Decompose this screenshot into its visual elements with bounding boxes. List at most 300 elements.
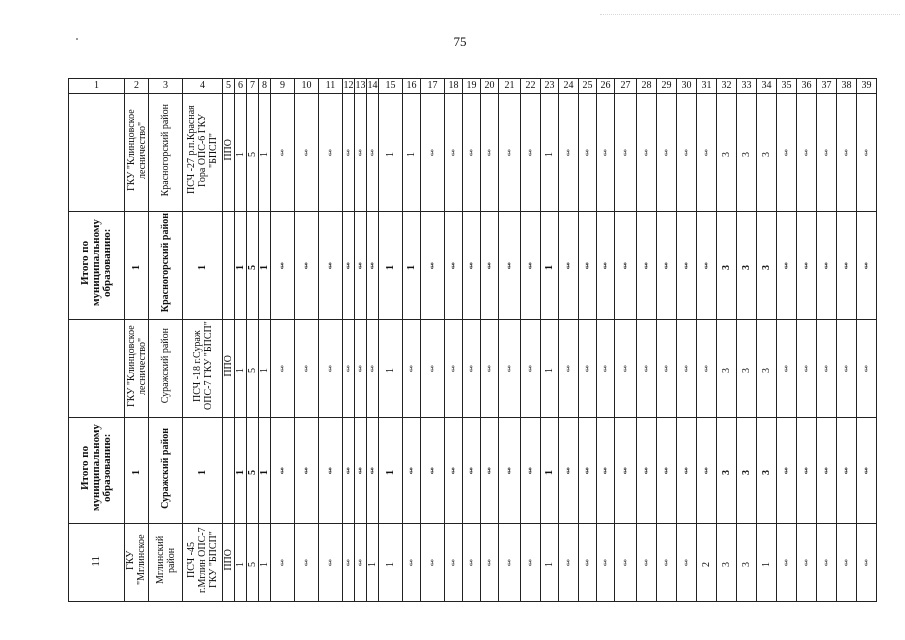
cell-text: «-» — [485, 560, 493, 567]
cell-text: 1 — [235, 367, 246, 373]
table-cell — [637, 320, 657, 418]
table-cell — [223, 524, 235, 602]
table-cell — [247, 524, 259, 602]
table-row — [69, 524, 877, 602]
table-cell — [481, 94, 499, 212]
cell-text: «-» — [356, 468, 364, 475]
table-cell — [521, 320, 541, 418]
cell-text: «-» — [467, 560, 475, 567]
table-cell — [355, 418, 367, 524]
column-number-30: 30 — [677, 79, 697, 94]
table-cell — [271, 418, 295, 524]
cell-text: 1 — [197, 469, 208, 475]
cell-text: 5 — [247, 367, 258, 373]
table-cell — [637, 94, 657, 212]
table-cell — [857, 418, 877, 524]
table-cell — [597, 418, 615, 524]
column-number-13: 13 — [355, 79, 367, 94]
cell-text: «-» — [326, 560, 334, 567]
table-cell — [223, 212, 235, 320]
cell-text: 1 — [259, 151, 270, 157]
table-cell — [797, 320, 817, 418]
cell-text: 1 — [235, 264, 246, 270]
column-number-1: 1 — [69, 79, 125, 94]
table-cell — [367, 94, 379, 212]
cell-text: 1 — [385, 561, 396, 567]
table-cell — [445, 94, 463, 212]
table-cell — [615, 320, 637, 418]
cell-text: «-» — [428, 560, 436, 567]
table-cell — [379, 418, 403, 524]
table-cell — [355, 212, 367, 320]
cell-text: 3 — [761, 151, 772, 157]
table-cell — [837, 524, 857, 602]
cell-text: «-» — [467, 468, 475, 475]
cell-text: «-» — [583, 150, 591, 157]
table-cell — [615, 418, 637, 524]
cell-text: «-» — [278, 560, 286, 567]
table-cell — [521, 212, 541, 320]
column-number-row — [69, 79, 877, 94]
table-cell — [421, 94, 445, 212]
column-number-15: 15 — [379, 79, 403, 94]
table-cell — [235, 524, 247, 602]
cell-text: «-» — [326, 150, 334, 157]
column-number-21: 21 — [499, 79, 521, 94]
cell-text: 1 — [259, 469, 270, 475]
cell-text: ГКУ "Клинцовское лесничество" — [125, 325, 148, 407]
cell-text: «-» — [662, 263, 670, 270]
cell-text: «-» — [802, 468, 810, 475]
table-cell — [481, 320, 499, 418]
cell-text: 3 — [761, 367, 772, 373]
cell-text: 3 — [761, 469, 772, 475]
table-cell — [817, 212, 837, 320]
column-number-18: 18 — [445, 79, 463, 94]
cell-text: «-» — [485, 263, 493, 270]
table-cell — [343, 524, 355, 602]
column-number-6: 6 — [235, 79, 247, 94]
cell-text: «-» — [356, 150, 364, 157]
column-number-2: 2 — [125, 79, 149, 94]
cell-text: «-» — [642, 366, 650, 373]
cell-text: «-» — [505, 468, 513, 475]
cell-text: «-» — [621, 468, 629, 475]
cell-text: ПСЧ -27 р.п.Красная Гора ОПС-6 ГКУ "БПСП" — [186, 105, 219, 195]
table-cell — [579, 94, 597, 212]
table-cell — [559, 212, 579, 320]
cell-text: «-» — [782, 468, 790, 475]
cell-text: «-» — [662, 560, 670, 567]
table-cell — [403, 320, 421, 418]
table-cell — [295, 94, 319, 212]
column-number-14: 14 — [367, 79, 379, 94]
cell-text: 5 — [247, 469, 258, 475]
cell-text: Красногорский район — [160, 213, 171, 313]
cell-text: 1 — [385, 151, 396, 157]
column-number-17: 17 — [421, 79, 445, 94]
cell-text: «-» — [344, 468, 352, 475]
table-cell — [777, 418, 797, 524]
table-cell — [481, 418, 499, 524]
table-cell — [499, 320, 521, 418]
table-cell — [367, 320, 379, 418]
cell-text: 1 — [131, 264, 142, 270]
cell-text: Суражский район — [160, 328, 171, 404]
column-number-9: 9 — [271, 79, 295, 94]
table-cell — [247, 94, 259, 212]
table-cell — [657, 418, 677, 524]
table-cell — [367, 212, 379, 320]
cell-text: «-» — [702, 263, 710, 270]
table-cell — [499, 418, 521, 524]
table-cell — [717, 94, 737, 212]
scan-artifact — [600, 14, 900, 17]
cell-text: «-» — [782, 150, 790, 157]
cell-text: «-» — [822, 366, 830, 373]
cell-text: «-» — [822, 263, 830, 270]
table-cell — [183, 320, 223, 418]
cell-text: 1 — [544, 469, 555, 475]
cell-text: «-» — [583, 560, 591, 567]
table-cell — [421, 212, 445, 320]
table-cell — [445, 320, 463, 418]
table-cell — [559, 320, 579, 418]
cell-text: «-» — [428, 150, 436, 157]
table-cell — [541, 320, 559, 418]
column-number-37: 37 — [817, 79, 837, 94]
cell-text: «-» — [564, 263, 572, 270]
cell-text: «-» — [621, 263, 629, 270]
cell-text: «-» — [302, 263, 310, 270]
cell-text: «-» — [407, 560, 415, 567]
table-cell — [717, 418, 737, 524]
table-cell — [235, 418, 247, 524]
table-cell — [541, 94, 559, 212]
table-cell — [235, 320, 247, 418]
table-cell — [343, 212, 355, 320]
cell-text: «-» — [601, 366, 609, 373]
table-cell — [149, 94, 183, 212]
cell-text: «-» — [662, 468, 670, 475]
cell-text: «-» — [662, 366, 670, 373]
table-cell — [837, 212, 857, 320]
table-cell — [777, 320, 797, 418]
table-cell — [697, 212, 717, 320]
cell-text: «-» — [344, 366, 352, 373]
cell-text: «-» — [368, 468, 376, 475]
cell-text: «-» — [702, 468, 710, 475]
table-cell — [615, 212, 637, 320]
table-cell — [445, 212, 463, 320]
cell-text: «-» — [278, 468, 286, 475]
table-cell — [757, 94, 777, 212]
cell-text: «-» — [428, 468, 436, 475]
table-cell — [541, 418, 559, 524]
cell-text: 1 — [385, 469, 396, 475]
table-cell — [657, 94, 677, 212]
table-cell — [677, 212, 697, 320]
table-cell — [69, 94, 125, 212]
table-cell — [817, 524, 837, 602]
table-cell — [777, 94, 797, 212]
table-cell — [697, 94, 717, 212]
cell-text: ППО — [223, 549, 234, 571]
column-number-5: 5 — [223, 79, 235, 94]
table-cell — [125, 212, 149, 320]
cell-text: 3 — [721, 367, 732, 373]
table-cell — [149, 320, 183, 418]
table-cell — [697, 524, 717, 602]
cell-text: «-» — [449, 468, 457, 475]
cell-text: 1 — [544, 264, 555, 270]
table-cell — [757, 524, 777, 602]
table-cell — [295, 524, 319, 602]
cell-text: 5 — [247, 151, 258, 157]
cell-text: «-» — [449, 150, 457, 157]
table-cell — [223, 320, 235, 418]
table-cell — [579, 418, 597, 524]
cell-text: «-» — [526, 560, 534, 567]
cell-text: «-» — [356, 560, 364, 567]
cell-text: ГКУ "Мглинское — [125, 534, 147, 586]
cell-text: 2 — [701, 561, 712, 567]
table-cell — [125, 524, 149, 602]
table-cell — [379, 524, 403, 602]
cell-text: ПСЧ -18 г.Сураж ОПС-7 ГКУ "БПСП" — [191, 321, 214, 411]
cell-text: «-» — [601, 560, 609, 567]
cell-text: «-» — [368, 150, 376, 157]
table-cell — [837, 418, 857, 524]
cell-text: Мглинский район — [154, 535, 177, 585]
table-cell — [677, 418, 697, 524]
table-cell — [499, 212, 521, 320]
cell-text: «-» — [526, 150, 534, 157]
table-cell — [445, 524, 463, 602]
cell-text: 3 — [721, 151, 732, 157]
table-cell — [837, 94, 857, 212]
cell-text: 3 — [741, 367, 752, 373]
cell-text: «-» — [642, 263, 650, 270]
cell-text: «-» — [682, 560, 690, 567]
column-number-28: 28 — [637, 79, 657, 94]
table-cell — [717, 212, 737, 320]
table-cell — [355, 320, 367, 418]
cell-text: «-» — [449, 560, 457, 567]
table-cell — [125, 320, 149, 418]
table-cell — [247, 320, 259, 418]
table-cell — [235, 94, 247, 212]
cell-text: «-» — [862, 468, 870, 475]
table-cell — [637, 212, 657, 320]
table-cell — [677, 94, 697, 212]
cell-text: «-» — [356, 366, 364, 373]
cell-text: ППО — [223, 139, 234, 161]
table-cell — [421, 418, 445, 524]
cell-text: «-» — [682, 366, 690, 373]
cell-text: 1 — [131, 469, 142, 475]
cell-text: «-» — [802, 263, 810, 270]
cell-text: «-» — [428, 263, 436, 270]
table-cell — [295, 320, 319, 418]
cell-text: «-» — [822, 468, 830, 475]
table-cell — [857, 524, 877, 602]
table-cell — [559, 418, 579, 524]
cell-text: «-» — [822, 560, 830, 567]
cell-text: «-» — [407, 468, 415, 475]
table-cell — [615, 524, 637, 602]
table-cell — [499, 524, 521, 602]
cell-text: 1 — [544, 561, 555, 567]
cell-text: «-» — [782, 263, 790, 270]
table-cell — [597, 320, 615, 418]
cell-text: «-» — [344, 263, 352, 270]
cell-text: «-» — [862, 366, 870, 373]
cell-text: «-» — [583, 263, 591, 270]
cell-text: «-» — [601, 468, 609, 475]
table-cell — [717, 320, 737, 418]
table-cell — [657, 212, 677, 320]
cell-text: «-» — [842, 150, 850, 157]
cell-text: «-» — [278, 263, 286, 270]
table-cell — [559, 524, 579, 602]
cell-text: «-» — [368, 366, 376, 373]
table-cell — [343, 418, 355, 524]
table-cell — [817, 418, 837, 524]
table-cell — [149, 418, 183, 524]
table-cell — [737, 212, 757, 320]
table-cell — [521, 418, 541, 524]
table-cell — [247, 418, 259, 524]
table-cell — [579, 524, 597, 602]
cell-text: «-» — [368, 263, 376, 270]
table-cell — [499, 94, 521, 212]
column-number-16: 16 — [403, 79, 421, 94]
table-cell — [677, 320, 697, 418]
table-row-total — [69, 212, 877, 320]
cell-text: «-» — [485, 468, 493, 475]
table-row-total — [69, 418, 877, 524]
cell-text: 3 — [741, 151, 752, 157]
table-cell — [183, 418, 223, 524]
table-cell — [125, 418, 149, 524]
table-cell — [541, 212, 559, 320]
cell-text: 11 — [90, 555, 102, 567]
table-cell — [319, 320, 343, 418]
cell-text: «-» — [642, 560, 650, 567]
column-number-19: 19 — [463, 79, 481, 94]
table-cell — [367, 524, 379, 602]
table-cell — [69, 524, 125, 602]
column-number-3: 3 — [149, 79, 183, 94]
table-cell — [319, 212, 343, 320]
cell-text: «-» — [862, 560, 870, 567]
table-row — [69, 320, 877, 418]
table-cell — [463, 212, 481, 320]
cell-text: 1 — [544, 151, 555, 157]
table-cell — [69, 212, 125, 320]
cell-text: Суражский район — [160, 427, 171, 509]
column-number-7: 7 — [247, 79, 259, 94]
table-cell — [837, 320, 857, 418]
table-cell — [463, 94, 481, 212]
column-number-34: 34 — [757, 79, 777, 94]
cell-text: 1 — [406, 264, 417, 270]
column-number-27: 27 — [615, 79, 637, 94]
column-number-22: 22 — [521, 79, 541, 94]
table-cell — [379, 320, 403, 418]
table-cell — [183, 94, 223, 212]
cell-text: «-» — [467, 263, 475, 270]
table-cell — [343, 94, 355, 212]
column-number-39: 39 — [857, 79, 877, 94]
cell-text: 3 — [741, 469, 752, 475]
cell-text: 3 — [721, 469, 732, 475]
column-number-23: 23 — [541, 79, 559, 94]
cell-text: «-» — [802, 366, 810, 373]
table-cell — [797, 212, 817, 320]
column-number-26: 26 — [597, 79, 615, 94]
cell-text: 5 — [247, 561, 258, 567]
table-cell — [403, 418, 421, 524]
cell-text: «-» — [467, 366, 475, 373]
table-cell — [797, 524, 817, 602]
column-number-8: 8 — [259, 79, 271, 94]
cell-text: ГКУ "Клинцовское лесничество" — [125, 109, 148, 191]
column-number-25: 25 — [579, 79, 597, 94]
table-cell — [757, 212, 777, 320]
table-cell — [319, 418, 343, 524]
cell-text: «-» — [702, 150, 710, 157]
cell-text: 1 — [367, 561, 378, 567]
cell-text: «-» — [526, 366, 534, 373]
table-cell — [149, 212, 183, 320]
column-number-38: 38 — [837, 79, 857, 94]
table-cell — [697, 418, 717, 524]
column-number-20: 20 — [481, 79, 499, 94]
cell-text: «-» — [842, 366, 850, 373]
table-cell — [271, 320, 295, 418]
table-cell — [797, 94, 817, 212]
table-cell — [737, 418, 757, 524]
table-cell — [235, 212, 247, 320]
cell-text: «-» — [485, 150, 493, 157]
cell-text: 3 — [721, 264, 732, 270]
cell-text: «-» — [862, 150, 870, 157]
cell-text: «-» — [802, 150, 810, 157]
table-cell — [183, 524, 223, 602]
cell-text: «-» — [526, 468, 534, 475]
table-cell — [295, 418, 319, 524]
cell-text: «-» — [505, 263, 513, 270]
cell-text: «-» — [642, 150, 650, 157]
table-cell — [559, 94, 579, 212]
table-cell — [481, 212, 499, 320]
cell-text: «-» — [505, 366, 513, 373]
cell-text: «-» — [601, 263, 609, 270]
table-cell — [597, 524, 615, 602]
cell-text: «-» — [564, 366, 572, 373]
table-row — [69, 94, 877, 212]
cell-text: 5 — [247, 264, 258, 270]
scan-speck — [76, 38, 78, 40]
cell-text: «-» — [326, 263, 334, 270]
table-cell — [125, 94, 149, 212]
table-cell — [737, 94, 757, 212]
column-number-11: 11 — [319, 79, 343, 94]
column-number-12: 12 — [343, 79, 355, 94]
cell-text: «-» — [564, 150, 572, 157]
